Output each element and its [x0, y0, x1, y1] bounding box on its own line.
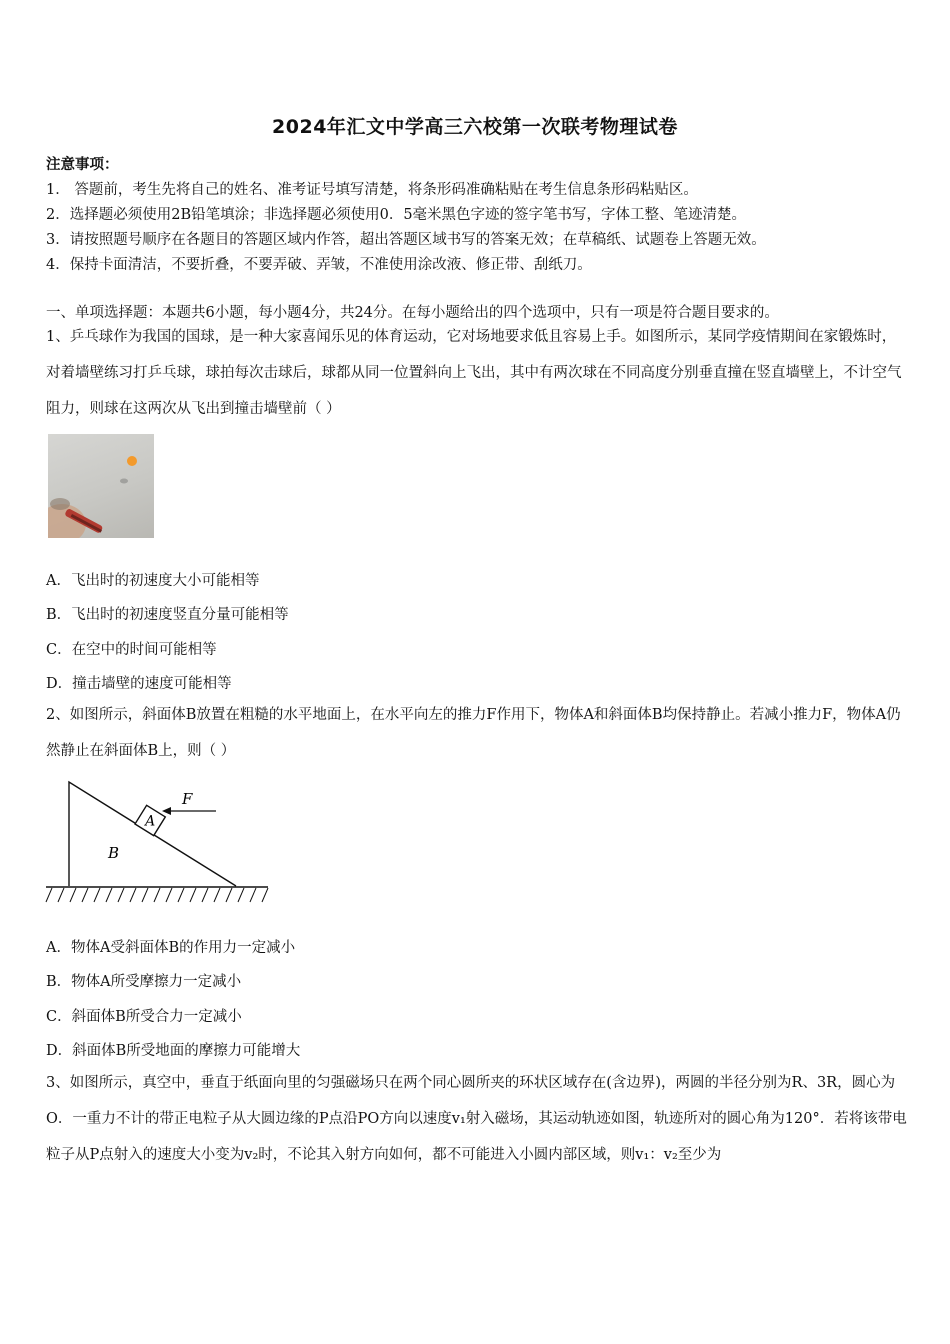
pingpong-photo [48, 434, 154, 538]
question-1-stem: 1、乒乓球作为我国的国球，是一种大家喜闻乐见的体育运动，它对场地要求低且容易上手。如图所示，某同学疫情期间在家锻炼时，对着墙壁练习打乒乓球，球拍每次击球后，球都从同一位置斜向上飞出，其中有两次球在不同高度分别垂直撞在竖直墙壁上，不计空气阻力，则球在这两次从飞出到撞击墙壁前（ ） [46, 329, 902, 417]
notice-heading: 注意事项： [46, 156, 119, 173]
notice-item: 2．选择题必须使用2B铅笔填涂；非选择题必须使用0．5毫米黑色字迹的签字笔书写，字体工整、笔迹清楚。 [46, 207, 747, 223]
question-2-stem: 2、如图所示，斜面体B放置在粗糙的水平地面上，在水平向左的推力F作用下，物体A和斜面体B均保持静止。若减小推力F，物体A仍然静止在斜面体B上，则（ ） [46, 707, 901, 759]
q1-option-c: C．在空中的时间可能相等 [46, 642, 217, 658]
q2-option-c: C．斜面体B所受合力一定减小 [46, 1009, 242, 1025]
section-heading: 一、单项选择题：本题共6小题，每小题4分，共24分。在每小题给出的四个选项中，只有一项是符合题目要求的。 [46, 305, 779, 321]
q2-option-d: D．斜面体B所受地面的摩擦力可能增大 [46, 1043, 301, 1059]
label-f: F [182, 790, 193, 808]
q1-option-b: B．飞出时的初速度竖直分量可能相等 [46, 607, 289, 623]
label-b: B [108, 844, 120, 862]
incline-diagram [40, 776, 280, 908]
q2-option-b: B．物体A所受摩擦力一定减小 [46, 974, 242, 990]
notice-item: 1． 答题前，考生先将自己的姓名、准考证号填写清楚，将条形码准确粘贴在考生信息条形码粘贴区。 [46, 182, 698, 198]
notice-item: 4．保持卡面清洁，不要折叠，不要弄破、弄皱，不准使用涂改液、修正带、刮纸刀。 [46, 257, 592, 273]
q1-option-d: D．撞击墙壁的速度可能相等 [46, 676, 232, 692]
block-a [135, 805, 165, 836]
force-arrowhead [162, 807, 171, 815]
question-3-stem: 3、如图所示，真空中，垂直于纸面向里的匀强磁场只在两个同心圆所夹的环状区域存在(含边界)，两圆的半径分别为R、3R，圆心为O．一重力不计的带正电粒子从大圆边缘的P点沿PO方向以速度v₁射入磁场，其运动轨迹如图，轨迹所对的圆心角为120°．若将该带电粒子从P点射入的速度大小变为v₂时，不论其入射方向如何，都不可能进入小圆内部区域，则v₁：v₂至少为 [46, 1075, 907, 1163]
page-title: 2024年汇文中学高三六校第一次联考物理试卷 [272, 116, 678, 138]
label-a: A [145, 813, 156, 830]
q2-option-a: A．物体A受斜面体B的作用力一定减小 [46, 940, 296, 956]
q1-option-a: A．飞出时的初速度大小可能相等 [46, 573, 260, 589]
ground-hatch [46, 888, 268, 902]
notice-item: 3．请按照题号顺序在各题目的答题区域内作答，超出答题区域书写的答案无效；在草稿纸、试题卷上答题无效。 [46, 232, 766, 248]
